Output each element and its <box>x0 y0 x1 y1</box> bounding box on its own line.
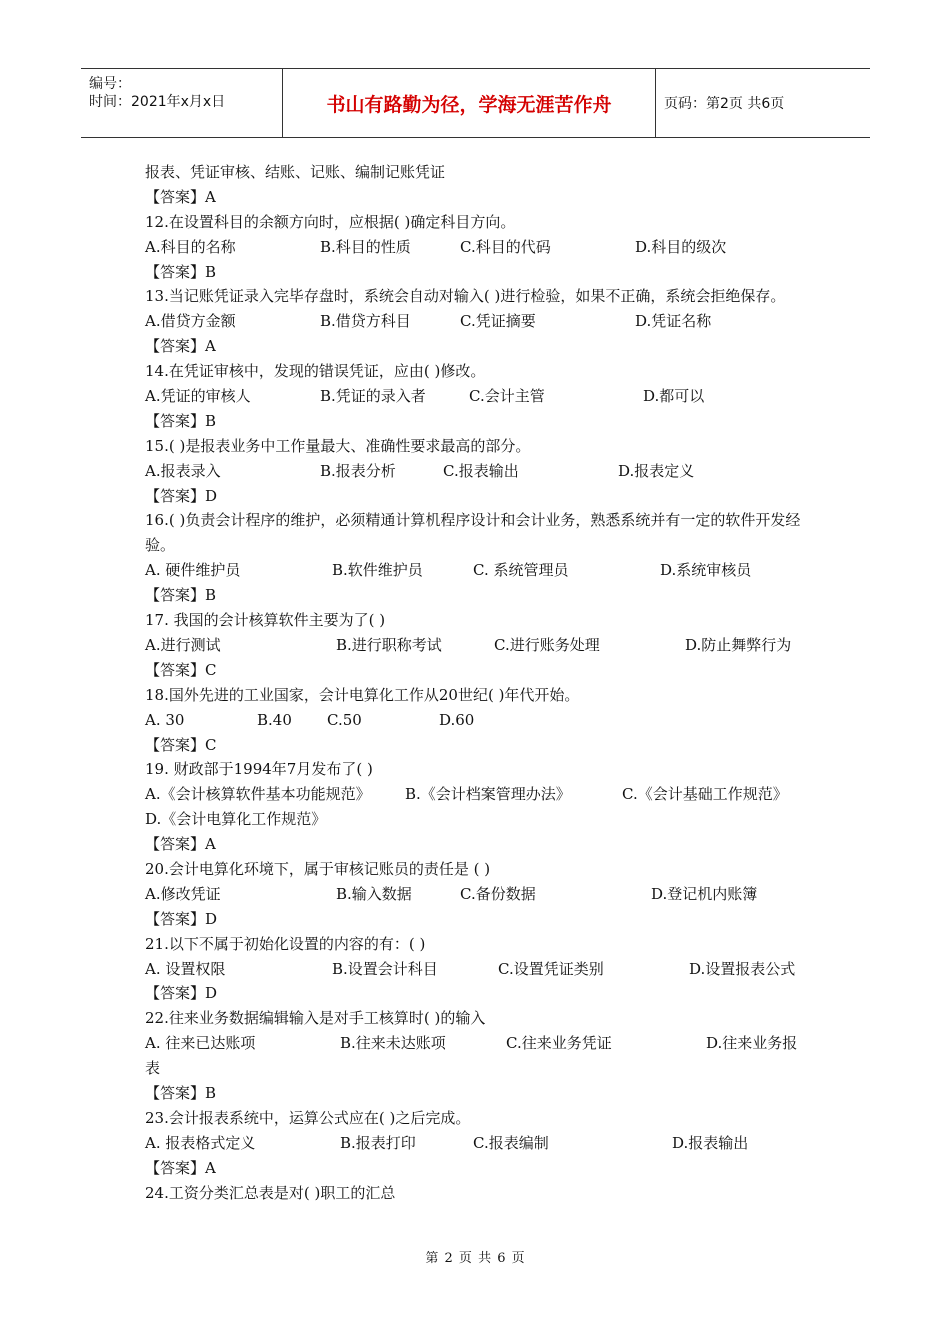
option-b: B.凭证的录入者 <box>320 387 426 406</box>
option-b: B.设置会计科目 <box>332 959 438 978</box>
option-c: C.往来业务凭证 <box>506 1034 612 1053</box>
question-12: 12.在设置科目的余额方向时，应根据( )确定科目方向。 <box>145 212 516 231</box>
option-d: D.60 <box>439 710 475 729</box>
question-18: 18.国外先进的工业国家，会计电算化工作从20世纪( )年代开始。 <box>145 685 580 704</box>
option-a: A.借贷方金额 <box>145 312 236 331</box>
option-b: B.科目的性质 <box>320 237 411 256</box>
option-b: B.往来未达账项 <box>340 1034 446 1053</box>
answer-line: 【答案】C <box>145 735 217 754</box>
answer-line: 【答案】A <box>145 187 216 206</box>
option-b: B.《会计档案管理办法》 <box>405 785 571 804</box>
answer-line: 【答案】B <box>145 262 217 281</box>
question-19: 19. 财政部于1994年7月发布了( ) <box>145 760 373 779</box>
option-a: A.报表录入 <box>145 461 221 480</box>
option-d: D.往来业务报 <box>706 1034 798 1053</box>
option-c: C.凭证摘要 <box>460 312 536 331</box>
question-17: 17. 我国的会计核算软件主要为了( ) <box>145 611 386 630</box>
option-c: C.设置凭证类别 <box>498 959 604 978</box>
footer-text: 页 <box>511 1251 525 1266</box>
option-c: C.备份数据 <box>460 884 536 903</box>
option-d-line: D.《会计电算化工作规范》 <box>145 810 327 829</box>
option-d: D.设置报表公式 <box>689 959 796 978</box>
option-d-continued: 表 <box>145 1059 161 1078</box>
question-24: 24.工资分类汇总表是对( )职工的汇总 <box>145 1183 396 1202</box>
question-15: 15.( )是报表业务中工作量最大、准确性要求最高的部分。 <box>145 436 531 455</box>
option-d: D.科目的级次 <box>635 237 727 256</box>
question-22: 22.往来业务数据编辑输入是对手工核算时( )的输入 <box>145 1009 486 1028</box>
option-b: B.报表打印 <box>340 1133 416 1152</box>
option-d: D.报表输出 <box>672 1133 749 1152</box>
options-14 <box>145 384 813 409</box>
option-b: B.报表分析 <box>320 461 396 480</box>
option-a: A. 报表格式定义 <box>145 1133 256 1152</box>
option-a: A. 硬件维护员 <box>145 561 241 580</box>
option-c: C.报表输出 <box>443 461 519 480</box>
options-23 <box>145 1131 813 1156</box>
option-a: A.进行测试 <box>145 635 221 654</box>
question-20: 20.会计电算化环境下，属于审核记账员的责任是 ( ) <box>145 859 491 878</box>
answer-line: 【答案】D <box>145 486 218 505</box>
option-d: D.凭证名称 <box>635 312 712 331</box>
option-c: C.报表编制 <box>473 1133 549 1152</box>
options-22 <box>145 1031 813 1056</box>
option-d: D.报表定义 <box>618 461 695 480</box>
option-d: D.防止舞弊行为 <box>685 635 792 654</box>
option-d: D.都可以 <box>643 387 705 406</box>
option-c: C.科目的代码 <box>460 237 551 256</box>
option-d: D.登记机内账簿 <box>651 884 758 903</box>
footer-page-number: 2 <box>444 1251 453 1266</box>
header-page-info: 页码：第2页 共6页 <box>664 96 785 112</box>
option-c: C.50 <box>327 710 362 729</box>
question-13: 13.当记账凭证录入完毕存盘时，系统会自动对输入( )进行检验，如果不正确，系统会拒绝保存。 <box>145 287 786 306</box>
options-21 <box>145 957 813 982</box>
option-a: A. 往来已达账项 <box>145 1034 256 1053</box>
answer-line: 【答案】B <box>145 411 217 430</box>
question-23: 23.会计报表系统中，运算公式应在( )之后完成。 <box>145 1108 471 1127</box>
answer-line: 【答案】B <box>145 1084 217 1102</box>
option-c: C. 系统管理员 <box>473 561 569 580</box>
options-15 <box>145 459 813 484</box>
options-20 <box>145 882 813 907</box>
option-a: A. 设置权限 <box>145 959 226 978</box>
options-13 <box>145 309 813 334</box>
question-21: 21.以下不属于初始化设置的内容的有：( ) <box>145 934 426 953</box>
option-d: D.系统审核员 <box>660 561 752 580</box>
page-footer <box>0 1247 950 1266</box>
answer-line: 【答案】A <box>145 337 216 356</box>
doc-number-label: 编号： <box>89 76 131 92</box>
text-line: 报表、凭证审核、结账、记账、编制记账凭证 <box>145 163 446 181</box>
option-b: B.40 <box>257 710 292 729</box>
option-a: A.《会计核算软件基本功能规范》 <box>145 785 371 804</box>
document-body <box>145 160 813 1205</box>
question-16: 16.( )负责会计程序的维护，必须精通计算机程序设计和会计业务，熟悉系统并有一定的软件开发经验。 <box>145 511 801 555</box>
answer-line: 【答案】C <box>145 660 217 679</box>
option-b: B.借贷方科目 <box>320 312 411 331</box>
answer-line: 【答案】A <box>145 1158 216 1177</box>
options-19 <box>145 782 813 807</box>
option-a: A.科目的名称 <box>145 237 236 256</box>
footer-text: 第 <box>425 1251 439 1266</box>
header-meta <box>81 69 283 137</box>
answer-line: 【答案】D <box>145 909 218 928</box>
option-b: B.输入数据 <box>336 884 412 903</box>
answer-line: 【答案】D <box>145 984 218 1003</box>
option-a: A.修改凭证 <box>145 884 221 903</box>
option-c: C.会计主管 <box>469 387 545 406</box>
option-a: A.凭证的审核人 <box>145 387 251 406</box>
option-c: C.进行账务处理 <box>494 635 600 654</box>
option-b: B.进行职称考试 <box>336 635 442 654</box>
doc-time-label: 时间：2021年x月x日 <box>89 94 226 110</box>
options-17 <box>145 633 813 658</box>
header-motto: 书山有路勤为径，学海无涯苦作舟 <box>283 69 656 137</box>
footer-text: 页 <box>458 1251 472 1266</box>
options-18 <box>145 708 813 733</box>
answer-line: 【答案】A <box>145 835 216 854</box>
footer-text: 共 <box>478 1251 492 1266</box>
footer-total-pages: 6 <box>497 1251 506 1266</box>
option-c: C.《会计基础工作规范》 <box>622 785 788 804</box>
option-a: A. 30 <box>145 710 185 729</box>
options-12 <box>145 235 813 260</box>
question-14: 14.在凭证审核中，发现的错误凭证，应由( )修改。 <box>145 362 486 381</box>
page-header <box>81 68 870 138</box>
answer-line: 【答案】B <box>145 586 217 605</box>
options-16 <box>145 558 813 583</box>
option-b: B.软件维护员 <box>332 561 423 580</box>
